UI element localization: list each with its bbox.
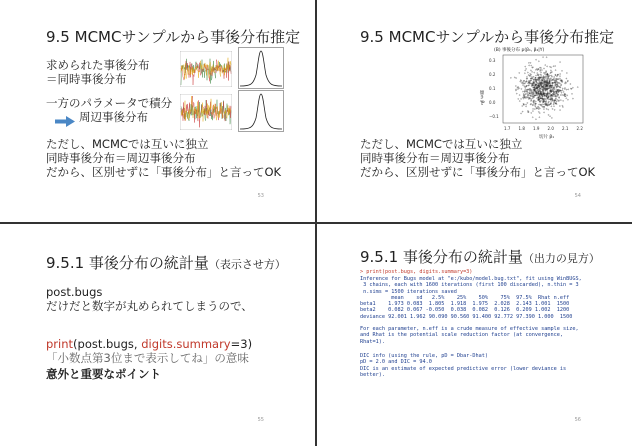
page-number: 54 bbox=[574, 193, 581, 199]
x-tick-label: 2.2 bbox=[576, 126, 583, 131]
text-line: だから、区別せずに「事後分布」と言ってOK bbox=[360, 165, 596, 179]
page-number: 56 bbox=[574, 417, 581, 423]
text-line: ただし、MCMCでは互いに独立 bbox=[360, 137, 523, 151]
slide-54 bbox=[317, 0, 631, 221]
text-line: 同時事後分布＝周辺事後分布 bbox=[360, 151, 510, 165]
text-line: ＝同時事後分布 bbox=[46, 72, 127, 86]
slide-title bbox=[360, 246, 600, 267]
scatter-plot-image bbox=[477, 52, 587, 138]
page-number: 55 bbox=[257, 417, 264, 423]
r-output-note: For each parameter, n.eff is a crude measure of effective sample size, and Rhat is the potential scale reduction factor (at convergence, Rhat=1). bbox=[360, 326, 579, 345]
emphasis-line: 意外と重要なポイント bbox=[46, 367, 161, 381]
slide-55 bbox=[0, 224, 314, 445]
x-tick-label: 1.9 bbox=[533, 126, 540, 131]
x-tick-label: 2.0 bbox=[547, 126, 554, 131]
y-tick-label: −0.1 bbox=[489, 114, 499, 119]
y-tick-label: 0.2 bbox=[489, 72, 496, 77]
title-note: （表示させ方） bbox=[208, 258, 286, 271]
slide-title bbox=[46, 252, 286, 273]
code-text: (post.bugs, bbox=[73, 337, 142, 351]
text-line: だから、区別せずに「事後分布」と言ってOK bbox=[46, 165, 282, 179]
r-command: > print(post.bugs, digits.summary=3) bbox=[360, 269, 473, 275]
text-line: 同時事後分布＝周辺事後分布 bbox=[46, 151, 196, 165]
trace-plot-image bbox=[180, 51, 232, 87]
y-tick-label: 0.1 bbox=[489, 86, 496, 91]
trace-plot-image bbox=[180, 94, 232, 130]
page-number: 53 bbox=[257, 193, 264, 199]
text-line: ただし、MCMCでは互いに独立 bbox=[46, 137, 209, 151]
title-main: 9.5.1 事後分布の統計量 bbox=[360, 248, 523, 266]
text-line: だけだと数字が丸められてしまうので、 bbox=[46, 299, 253, 313]
slide-56 bbox=[317, 224, 631, 445]
density-plot-image bbox=[238, 47, 284, 89]
r-output-dic: DIC info (using the rule, pD = Dbar-Dhat) pD = 2.0 and DIC = 94.0 DIC is an estimate of expected predictive error (lower deviance is better). bbox=[360, 353, 567, 378]
x-tick-label: 1.7 bbox=[504, 126, 511, 131]
x-axis-label: 切片 β₁ bbox=[539, 135, 555, 140]
code-function: print bbox=[46, 337, 74, 351]
y-axis-label: 傾き β₂ bbox=[479, 90, 484, 106]
text-line: post.bugs bbox=[46, 285, 103, 299]
slide-53 bbox=[0, 0, 314, 221]
text-line: 周辺事後分布 bbox=[79, 110, 148, 124]
x-tick-label: 1.8 bbox=[518, 126, 525, 131]
arrow-right-icon bbox=[55, 112, 75, 131]
title-note: （出力の見方） bbox=[522, 252, 600, 265]
slide-title: 9.5 MCMCサンプルから事後分布推定 bbox=[360, 28, 615, 46]
y-tick-label: 0.3 bbox=[489, 58, 496, 63]
code-line bbox=[46, 337, 252, 351]
x-tick-label: 2.1 bbox=[562, 126, 569, 131]
text-line: 一方のパラメータで積分 bbox=[46, 96, 173, 110]
title-main: 9.5.1 事後分布の統計量 bbox=[46, 254, 209, 272]
code-text: =3) bbox=[230, 337, 253, 351]
y-tick-label: 0.0 bbox=[489, 100, 496, 105]
slide-title: 9.5 MCMCサンプルから事後分布推定 bbox=[46, 28, 301, 46]
text-line: 求められた事後分布 bbox=[46, 58, 150, 72]
density-plot-image bbox=[238, 90, 284, 132]
text-line: 「小数点第3位まで表示してね」の意味 bbox=[46, 351, 249, 365]
plot-title: (B) 事後分布 p(β₁, β₂|Y) bbox=[494, 48, 545, 53]
r-output-summary: Inference for Bugs model at "e:/kubo/model.bug.txt", fit using WinBUGS, 3 chains, each with 1600 iterations (first 100 discarded), n.thin = 3 n.sims = 1500 iterations saved mean sd 2.5% 25% 50% 75% 97.5% Rhat n.eff beta1 1.973 0.083 1.805 1.918 1.975 2.028 2.143 1.001 1500 beta2 0.082 0.067 -0.050 0.038 0.082 0.126 0.209 1.002 1200 deviance 92.001 1.962 90.090 90.560 91.400 92.772 97.390 1.000 1500 bbox=[360, 276, 582, 320]
code-argument: digits.summary bbox=[141, 337, 231, 351]
